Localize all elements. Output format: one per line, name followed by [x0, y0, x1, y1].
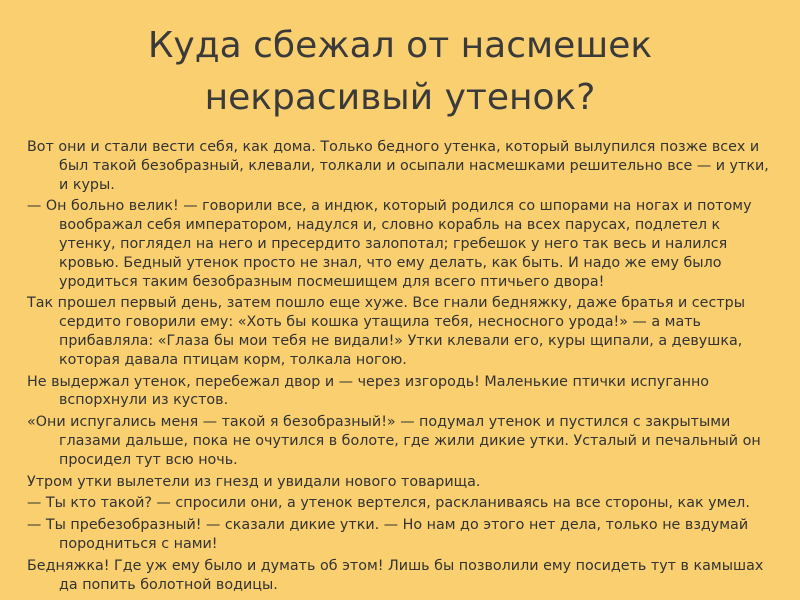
paragraph-7: — Ты кто такой? — спросили они, а утенок вертелся, раскланиваясь на все стороны, как умел.	[27, 495, 750, 512]
paragraph-9: Бедняжка! Где уж ему было и думать об этом! Лишь бы позволили ему посидеть тут в камышах да попить болотной водицы.	[27, 557, 764, 593]
slide-body	[27, 138, 777, 597]
paragraph-6: Утром утки вылетели из гнезд и увидали нового товарища.	[27, 473, 481, 490]
title-line-1: Куда сбежал от насмешек	[147, 25, 653, 66]
paragraph-2: — Он больно велик! — говорили все, а индюк, который родился со шпорами на ногах и потому воображал себя императором, надулся и, словно корабль на всех парусах, подлетел к утенку, поглядел на него и пресердито залопотал; гребешок у него так весь и налился кровью. Бедный утенок просто не знал, что ему делать, как быть. И надо же ему было уродиться таким безобразным посмешищем для всего птичьего двора!	[27, 198, 752, 290]
title-line-2: некрасивый утенок?	[204, 77, 596, 118]
paragraph-4: Не выдержал утенок, перебежал двор и — через изгородь! Маленькие птички испуганно вспорхнули из кустов.	[27, 373, 710, 409]
paragraph-3: Так прошел первый день, затем пошло еще хуже. Все гнали бедняжку, даже братья и сестры сердито говорили ему: «Хоть бы кошка утащила тебя, несносного урода!» — а мать прибавляла: «Глаза бы мои тебя не видали!» Утки клевали его, куры щипали, а девушка, которая давала птицам корм, толкала ногою.	[27, 295, 746, 368]
paragraph-8: — Ты пребезобразный! — сказали дикие утки. — Но нам до этого нет дела, только не вздумай породниться с нами!	[27, 517, 749, 552]
slide-title	[0, 20, 800, 124]
paragraph-1: Вот они и стали вести себя, как дома. Только бедного утенка, который вылупился позже всех и был такой безобразный, клевали, толкали и осыпали насмешками решительно все — и утки, и куры.	[27, 139, 769, 193]
paragraph-5: «Они испугались меня — такой я безобразный!» — подумал утенок и пустился с закрытыми глазами дальше, пока не очутился в болоте, где жили дикие утки. Усталый и печальный он просидел тут всю ночь.	[27, 414, 761, 468]
